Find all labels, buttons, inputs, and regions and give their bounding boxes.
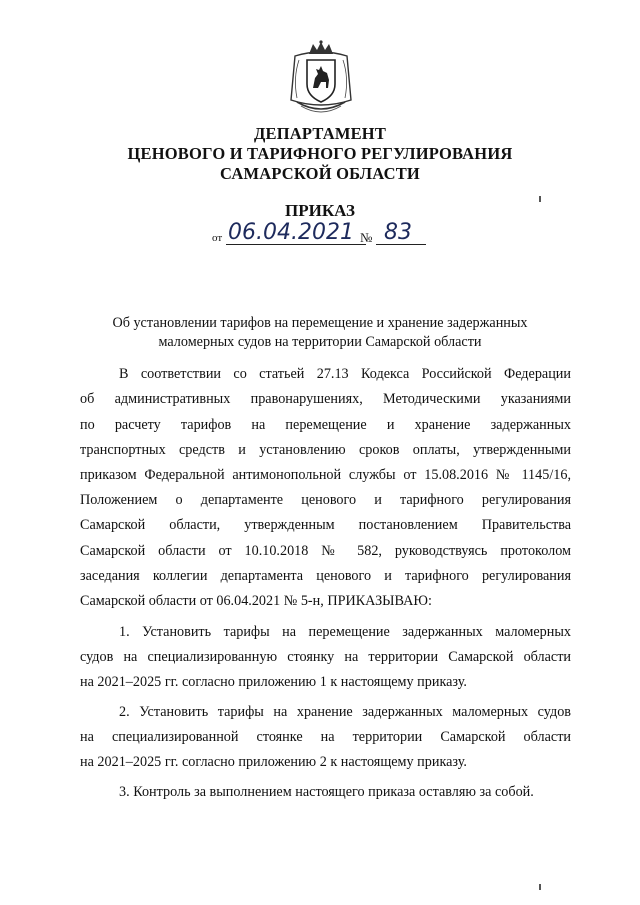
body-line-6: Положением о департаменте ценового и тарифного регулирования: [80, 492, 571, 508]
item-2-line-1: 2. Установить тарифы на хранение задержанных маломерных судов: [119, 704, 571, 720]
department-title-line-3: САМАРСКОЙ ОБЛАСТИ: [220, 164, 420, 183]
body-line-3: по расчету тарифов на перемещение и хранение задержанных: [80, 417, 571, 433]
subject-line-1: Об установлении тарифов на перемещение и хранение задержанных: [112, 315, 528, 331]
order-subject: [80, 314, 560, 352]
body-line-1: В соответствии со статьей 27.13 Кодекса Российской Федерации: [119, 366, 571, 382]
number-label: №: [360, 230, 373, 245]
handwritten-number: 83: [384, 220, 412, 245]
department-title-line-2: ЦЕНОВОГО И ТАРИФНОГО РЕГУЛИРОВАНИЯ: [127, 144, 513, 163]
handwritten-date: 06.04.2021: [228, 220, 354, 245]
body-line-5: приказом Федеральной антимонопольной службы от 15.08.2016 № 1145/16,: [80, 467, 571, 483]
order-title: ПРИКАЗ: [285, 201, 355, 220]
subject-line-2: маломерных судов на территории Самарской области: [158, 334, 482, 350]
body-line-7: Самарской области, утвержденным постановлением Правительства: [80, 517, 571, 533]
body-line-9: заседания коллегии департамента ценового и тарифного регулирования: [80, 568, 571, 584]
scan-mark: [539, 884, 541, 890]
from-label: от: [212, 232, 223, 244]
body-line-4: транспортных средств и установлению сроков оплаты, утвержденными: [80, 442, 571, 458]
item-1-line-1: 1. Установить тарифы на перемещение задержанных маломерных: [119, 624, 571, 640]
body-line-2: об административных правонарушениях, Методическими указаниями: [80, 391, 571, 407]
coat-of-arms-emblem: [285, 40, 357, 118]
item-3-line-1: 3. Контроль за выполнением настоящего приказа оставляю за собой.: [119, 784, 534, 800]
body-line-8: Самарской области от 10.10.2018 № 582, руководствуясь протоколом: [80, 543, 571, 559]
item-1-line-3: на 2021–2025 гг. согласно приложению 1 к настоящему приказу.: [80, 674, 467, 690]
body-line-10: Самарской области от 06.04.2021 № 5-н, ПРИКАЗЫВАЮ:: [80, 593, 432, 609]
item-2-line-3: на 2021–2025 гг. согласно приложению 2 к настоящему приказу.: [80, 754, 467, 770]
item-2-line-2: на специализированной стоянке на территории Самарской области: [80, 729, 571, 745]
scan-mark: [539, 196, 541, 202]
item-1-line-2: судов на специализированную стоянку на территории Самарской области: [80, 649, 571, 665]
department-title-line-1: ДЕПАРТАМЕНТ: [253, 124, 387, 143]
